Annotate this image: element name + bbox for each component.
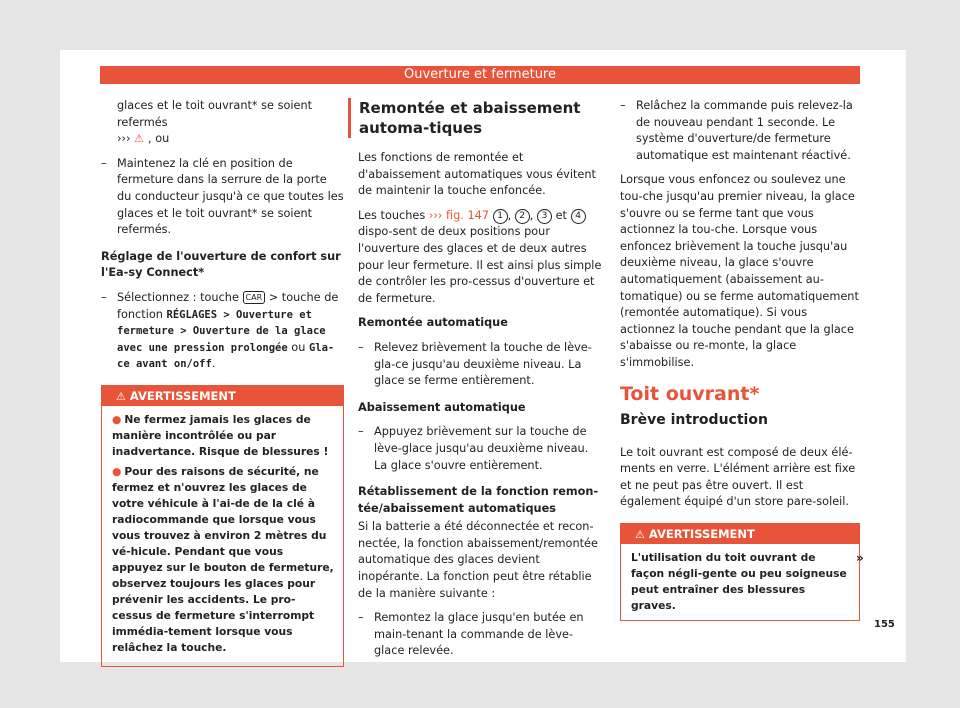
continue-marker: »	[856, 551, 864, 565]
chapter-heading: Toit ouvrant*	[620, 382, 760, 405]
column-1	[101, 98, 344, 667]
list-item: – Appuyez brièvement sur la touche de lève-glace jusqu'au deuxième niveau. La glace s'ouvre entièrement.	[358, 425, 589, 472]
section-heading: Brève introduction	[620, 412, 768, 429]
bullet-icon: ●	[112, 464, 122, 478]
subheading: Abaissement automatique	[358, 400, 526, 414]
warning-box: ⚠ AVERTISSEMENT L'utilisation du toit ouvrant de façon négli-gente ou peu soigneuse peut entraîner des blessures graves.	[620, 523, 860, 621]
subheading: Réglage de l'ouverture de confort sur l'Ea-sy Connect*	[101, 249, 341, 280]
subheading: Remontée automatique	[358, 316, 508, 330]
list-item: – Remontez la glace jusqu'en butée en main-tenant la commande de lève-glace relevée.	[358, 611, 584, 658]
list-item: – Sélectionnez : touche CAR > touche de fonction RÉGLAGES > Ouverture et fermeture > Ouverture de la glace avec une pression prolongée ou Gla-ce avant on/off.	[101, 290, 339, 371]
warning-icon: ⚠	[635, 528, 645, 542]
paragraph: glaces et le toit ouvrant* se soient refermés ››› ⚠ , ou	[117, 99, 313, 146]
warning-icon: ⚠	[116, 389, 126, 403]
list-item: – Maintenez la clé en position de fermeture dans la serrure de la porte du conducteur jusqu'à ce que toutes les glaces et le toit ouvrant* se soient refermés.	[101, 156, 344, 237]
column-3: – Relâchez la commande puis relevez-la de nouveau pendant 1 seconde. Le système d'ouverture/de fermeture automatique est maintenant réactivé. Lorsque vous enfoncez ou soulevez une tou-che jusqu'au premier niveau, la glace s'ouvre ou se ferme tant que vous actionnez la tou-che. Lorsque vous enfoncez brièvement la touche jusqu'au deuxième niveau, la glace s'ouvre automatiquement (abaissement au-tomatique) ou se ferme automatiquement (remontée automatique). Si vous actionnez la touche pendant que la glace s'abaisse ou re-monte, la glace s'immobilise. Toit ouvrant* Brève introduction Le toit ouvrant est composé de deux élé-ments en verre. L'élément arrière est fixe et ne peut pas être ouvert. Il est également équipé d'un store pare-soleil. ⚠ AVERTISSEMENT L'utilisation du toit ouvrant de façon négli-gente ou peu soigneuse peut entraîner des blessures graves.	[620, 98, 860, 621]
column-2: Remontée et abaissement automa-tiques Les fonctions de remontée et d'abaissement automatiques vous évitent de maintenir la touche enfoncée. Les touches ››› fig. 147 1 , 2 , 3 et 4 dispo-sent de deux positions pour l'ouverture des glaces et de deux autres pour leur fermeture. Il est ainsi plus simple de contrôler les pro-cessus d'ouverture et de fermeture. Remontée automatique – Relevez brièvement la touche de lève-gla-ce jusqu'au deuxième niveau. La glace se ferme entièrement. Abaissement automatique – Appuyez brièvement sur la touche de lève-glace jusqu'au deuxième niveau. La glace s'ouvre entièrement. Rétablissement de la fonction remon-tée/abaissement automatiques Si la batterie a été déconnectée et recon-nectée, la fonction abaissement/remontée automatique des glaces devient inopérante. La fonction peut être rétablie de la manière suivante : – Remontez la glace jusqu'en butée en main-tenant la commande de lève-glace relevée.	[358, 98, 602, 666]
page-number: 155	[874, 619, 895, 630]
warning-icon: ⚠	[134, 132, 145, 146]
warning-box: ⚠ AVERTISSEMENT ● Ne fermez jamais les glaces de manière incontrôlée ou par inadvertance. Risque de blessures ! ● Pour des raisons de sécurité, ne fermez et n'ouvrez les glaces de votre véhicule à l'ai-de de la clé à radiocommande que lorsque vous vous trouvez à environ 2 mètres du vé-hicule. Pendant que vous appuyez sur le bouton de fermeture, observez toujours les glaces pour prévenir les accidents. Le pro-cessus de fermeture s'interrompt immédia-tement lorsque vous relâchez la touche.	[101, 385, 344, 667]
list-item: – Relevez brièvement la touche de lève-gla-ce jusqu'au deuxième niveau. La glace se ferme entièrement.	[358, 340, 592, 388]
list-item: – Relâchez la commande puis relevez-la de nouveau pendant 1 seconde. Le système d'ouverture/de fermeture automatique est maintenant réactivé.	[620, 99, 853, 162]
figure-link[interactable]: ››› fig. 147	[428, 208, 490, 222]
car-key-icon: CAR	[243, 291, 266, 304]
subheading: Rétablissement de la fonction remon-tée/abaissement automatiques	[358, 485, 599, 515]
section-heading: Remontée et abaissement automa-tiques	[348, 98, 602, 138]
bullet-icon: ●	[112, 412, 122, 426]
page-header: Ouverture et fermeture	[100, 66, 860, 84]
reference-arrows: ›››	[117, 132, 131, 146]
